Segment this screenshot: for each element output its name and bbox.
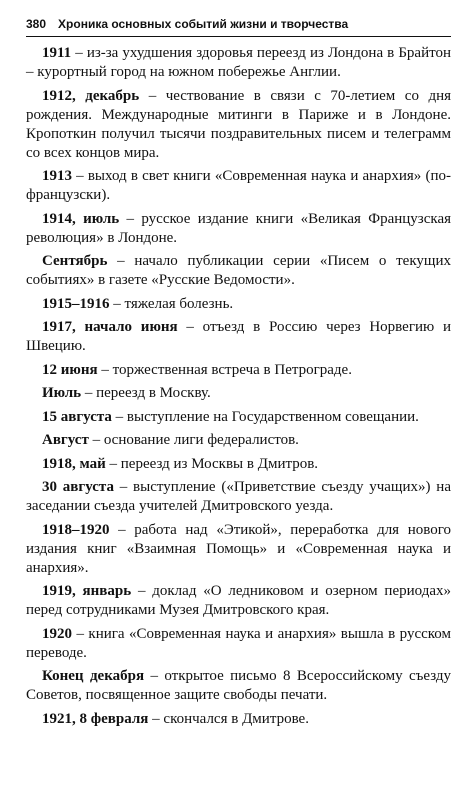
entry-text: – работа над «Этикой», переработка для нового издания книг «Взаимная Помощь» и «Современная наука и анархия».	[26, 521, 451, 576]
chronology-entry	[26, 521, 451, 578]
chronology-entry	[26, 384, 451, 403]
chronology-entry	[26, 710, 451, 729]
chronology-entry	[26, 252, 451, 290]
entry-text: – начало публикации серии «Писем о текущих событиях» в газете «Русские Ведомости».	[26, 253, 451, 288]
entry-date: 1913	[42, 168, 72, 184]
chronology-entry	[26, 210, 451, 248]
chronology-entry	[26, 318, 451, 356]
entry-date: Август	[42, 432, 89, 448]
page-number: 380	[26, 17, 47, 31]
entry-text: – переезд из Москвы в Дмитров.	[105, 455, 319, 472]
chronology-entry	[26, 625, 451, 663]
entry-date: 1911	[42, 45, 72, 61]
entry-date: Июль	[42, 385, 82, 401]
entry-text: – основание лиги федералистов.	[88, 432, 299, 448]
entry-text: – отъезд в Россию через Норвегию и Швецию.	[26, 319, 451, 354]
entry-text: – доклад «О ледниковом и озерном периодах» перед сотрудниками Музея Дмитровского края.	[26, 583, 451, 618]
entry-text: – из-за ухудшения здоровья переезд из Лондона в Брайтон – курортный город на южном побережье Англии.	[26, 45, 451, 80]
running-header	[26, 14, 451, 37]
chronology-entry	[26, 455, 451, 474]
chronology-list	[26, 44, 451, 733]
entry-date: 1914, июль	[42, 210, 120, 227]
entry-date: 30 августа	[42, 479, 114, 495]
entry-date: Сентябрь	[42, 253, 108, 269]
entry-text: – выступление («Приветствие съезду учащих») на заседании съезда учителей Дмитровского уезда.	[26, 479, 451, 514]
entry-text: – чествование в связи с 70-летием со дня рождения. Международные митинги в Париже и в Лондоне. Кропоткин получил тысячи поздравительных писем и телеграмм со всех концов мира.	[26, 87, 452, 161]
entry-date: 1918–1920	[42, 521, 110, 538]
entry-text: – торжественная встреча в Петрограде.	[97, 361, 352, 378]
entry-date: 1915–1916	[42, 295, 110, 312]
chronology-entry	[26, 361, 451, 380]
chronology-entry	[26, 667, 451, 705]
entry-date: 1918, май	[42, 455, 106, 472]
entry-date: Конец декабря	[42, 668, 145, 684]
entry-text: – скончался в Дмитрове.	[148, 710, 309, 727]
entry-text: – русское издание книги «Великая Французская революция» в Лондоне.	[26, 210, 451, 246]
chronology-entry	[26, 478, 451, 516]
entry-date: 1917, начало июня	[42, 319, 178, 335]
entry-text: – переезд в Москву.	[81, 385, 211, 401]
chronology-entry	[26, 408, 451, 427]
chronology-entry	[26, 582, 451, 620]
chronology-entry	[26, 431, 451, 450]
chronology-entry	[26, 44, 451, 82]
chronology-entry	[26, 295, 451, 314]
entry-text: – открытое письмо 8 Всероссийскому съезду Советов, посвященное защите свободы печати.	[26, 668, 451, 703]
running-title: Хроника основных событий жизни и творчества	[58, 17, 349, 31]
entry-text: – книга «Современная наука и анархия» вышла в русском переводе.	[26, 625, 451, 661]
entry-text: – выход в свет книги «Современная наука и анархия» (по-французски).	[26, 168, 451, 203]
entry-text: – выступление на Государственном совещании.	[111, 408, 419, 425]
entry-date: 12 июня	[42, 361, 98, 378]
entry-date: 1920	[42, 625, 72, 642]
entry-date: 15 августа	[42, 408, 112, 425]
chronology-entry	[26, 167, 451, 205]
entry-date: 1921, 8 февраля	[42, 710, 149, 727]
entry-date: 1919, январь	[42, 583, 132, 599]
entry-text: – тяжелая болезнь.	[109, 295, 234, 312]
entry-date: 1912, декабрь	[42, 87, 140, 104]
chronology-entry	[26, 87, 451, 163]
